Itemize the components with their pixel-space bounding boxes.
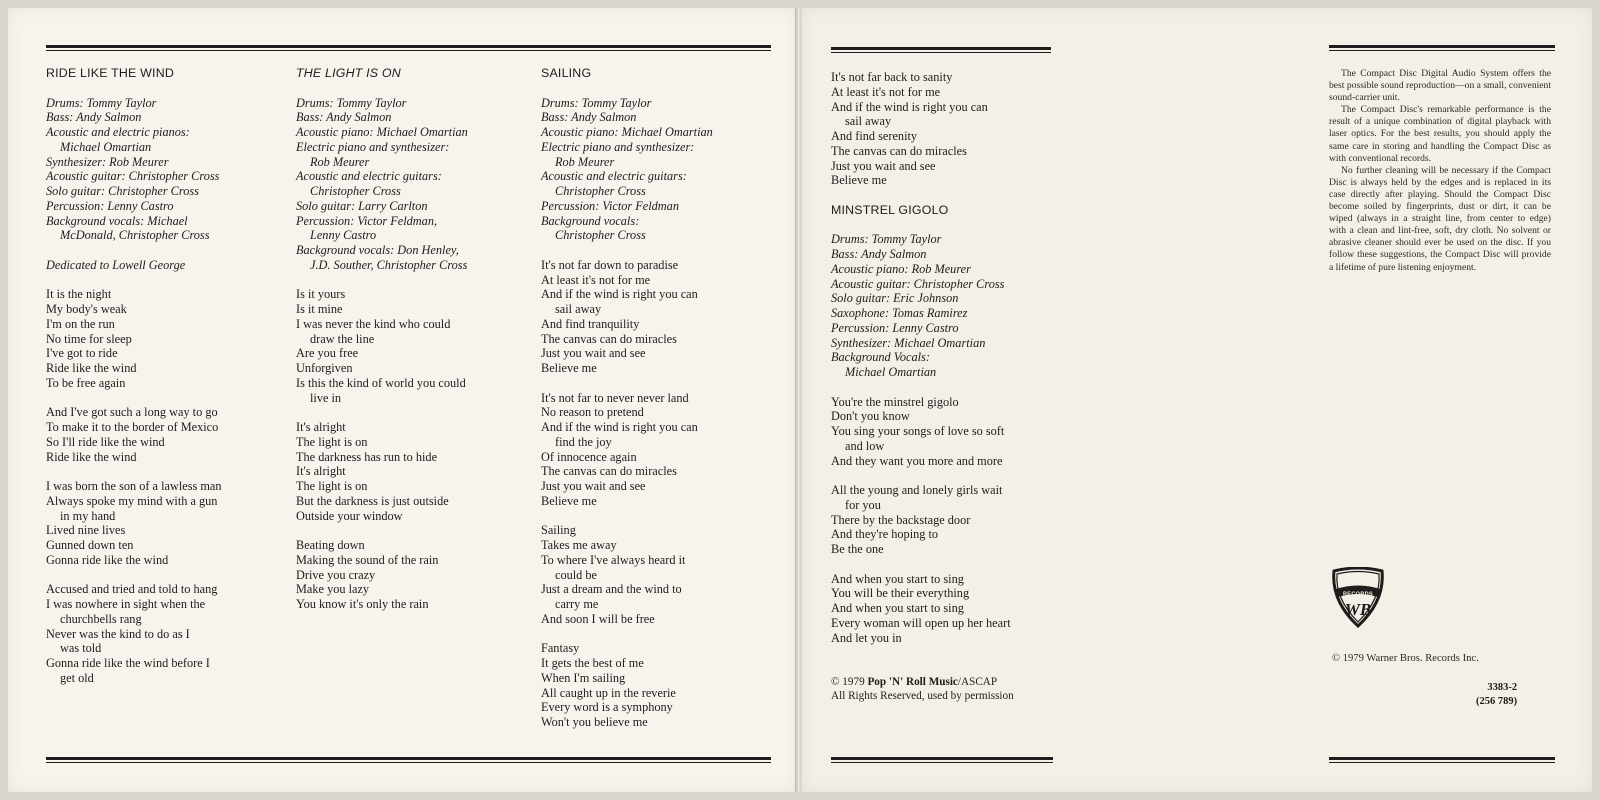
lyric-line: Never was the kind to do as I xyxy=(46,626,190,641)
lyrics-verse xyxy=(46,582,286,685)
compact-disc-info xyxy=(1329,68,1551,274)
credit-line: Lenny Castro xyxy=(310,228,377,243)
minstrel-gigolo-column xyxy=(831,70,1066,703)
song-credits xyxy=(541,96,773,244)
lyric-line: All the young and lonely girls wait xyxy=(831,483,1003,497)
credit-line: Acoustic guitar: Christopher Cross xyxy=(831,276,1005,291)
lyric-line: You will be their everything xyxy=(831,586,970,601)
lyric-line: Every word is a symphony xyxy=(541,700,673,715)
top-rule-left xyxy=(46,45,771,51)
lyric-line: Ride like the wind xyxy=(46,361,137,375)
credit-line: Rob Meurer xyxy=(555,154,615,169)
lyric-line: To make it to the border of Mexico xyxy=(46,420,219,434)
credit-line: Drums: Tommy Taylor xyxy=(296,95,407,110)
credit-line: Bass: Andy Salmon xyxy=(296,110,392,125)
lyric-line: Won't you believe me xyxy=(541,715,648,729)
credit-line: Michael Omartian xyxy=(845,365,937,379)
credit-line: Percussion: Victor Feldman xyxy=(541,198,679,213)
copyright-line xyxy=(831,675,1066,689)
lyric-line: I was never the kind who could xyxy=(296,316,451,331)
lyric-line: sail away xyxy=(555,302,602,316)
lyric-line: churchbells rang xyxy=(60,611,142,626)
lyric-line: Is this the kind of world you could xyxy=(296,375,466,390)
lyrics-verse xyxy=(46,405,286,464)
lyric-line: Make you lazy xyxy=(296,582,370,597)
lyric-line: And find tranquility xyxy=(541,316,640,331)
lyric-line: Is it yours xyxy=(296,287,346,302)
lyric-line: draw the line xyxy=(310,331,375,346)
lyric-line: Sailing xyxy=(541,523,576,538)
lyric-line: It's not far to never never land xyxy=(541,390,689,405)
lyric-line: No time for sleep xyxy=(46,331,132,346)
song-credits xyxy=(831,232,1066,380)
lyric-line: could be xyxy=(555,567,598,582)
lyric-line: Believe me xyxy=(541,493,597,508)
sailing-continuation xyxy=(831,70,1066,188)
lyric-line: Believe me xyxy=(831,173,887,188)
publisher-name: Pop 'N' Roll Music xyxy=(867,675,958,688)
lyric-line: At least it's not for me xyxy=(541,272,651,287)
credit-line: Synthesizer: Rob Meurer xyxy=(46,154,169,169)
top-rule-right-a xyxy=(831,47,1051,53)
song-credits xyxy=(296,96,531,273)
song-copyright xyxy=(831,675,1066,703)
credit-line: Percussion: Victor Feldman, xyxy=(296,213,438,228)
lyric-line: There by the backstage door xyxy=(831,512,971,527)
lyric-line: Of innocence again xyxy=(541,449,637,464)
lyric-line: It's not far down to paradise xyxy=(541,257,679,272)
label-copyright: © 1979 Warner Bros. Records Inc. xyxy=(1332,653,1479,664)
lyric-line: The light is on xyxy=(296,479,368,493)
lyric-line: Ride like the wind xyxy=(46,449,137,464)
song-title: SAILING xyxy=(541,66,592,80)
lyric-line: It's alright xyxy=(296,420,346,434)
lyric-line: And they're hoping to xyxy=(831,527,939,542)
lyric-line: And if the wind is right you can xyxy=(831,99,988,114)
credit-line: Acoustic and electric guitars: xyxy=(296,169,442,184)
lyrics-verse xyxy=(541,523,773,626)
lyric-line: And let you in xyxy=(831,630,902,645)
credit-line: Michael Omartian xyxy=(60,139,152,154)
lyrics-verse xyxy=(541,258,773,376)
lyric-line: for you xyxy=(845,497,881,512)
lyrics-verse xyxy=(46,287,286,390)
lyric-line: And I've got such a long way to go xyxy=(46,405,218,420)
lyric-line: carry me xyxy=(555,597,599,611)
logo-letters: WB xyxy=(1344,600,1372,619)
lyric-line: Takes me away xyxy=(541,538,617,552)
credit-line: Drums: Tommy Taylor xyxy=(46,95,157,110)
credit-line: Bass: Andy Salmon xyxy=(831,247,927,261)
lyric-line: Every woman will open up her heart xyxy=(831,615,1011,630)
lyric-line: Making the sound of the rain xyxy=(296,552,439,567)
lyric-line: All caught up in the reverie xyxy=(541,685,676,700)
song-credits xyxy=(46,96,286,244)
lyric-line: was told xyxy=(60,641,102,656)
lyric-line: It gets the best of me xyxy=(541,656,644,670)
lyrics-verse xyxy=(296,420,531,523)
sailing-column xyxy=(541,66,773,730)
credit-line: Percussion: Lenny Castro xyxy=(46,198,174,213)
the-light-is-on-column xyxy=(296,66,531,612)
credit-line: Acoustic piano: Michael Omartian xyxy=(541,125,713,139)
lyric-line: Be the one xyxy=(831,542,884,556)
copyright-symbol: © xyxy=(831,675,840,688)
lyric-line: And when you start to sing xyxy=(831,601,964,615)
lyric-line: You sing your songs of love so soft xyxy=(831,424,1005,438)
lyric-line: Beating down xyxy=(296,538,365,552)
lyric-line: And if the wind is right you can xyxy=(541,420,698,434)
catalog-number: 3383-2 xyxy=(1487,682,1518,693)
lyric-line: And they want you more and more xyxy=(831,453,1003,468)
lyric-line: Just you wait and see xyxy=(831,158,936,173)
copyright-year: 1979 xyxy=(842,675,865,688)
lyric-line: My body's weak xyxy=(46,302,127,316)
lyric-line: But the darkness is just outside xyxy=(296,493,449,508)
credit-line: Acoustic piano: Michael Omartian xyxy=(296,125,468,139)
lyric-line: To where I've always heard it xyxy=(541,552,686,567)
credit-line: Percussion: Lenny Castro xyxy=(831,320,959,335)
lyric-line: So I'll ride like the wind xyxy=(46,434,165,449)
ride-like-the-wind-column xyxy=(46,66,286,686)
lyrics-verse xyxy=(831,483,1066,557)
lyric-line: The canvas can do miracles xyxy=(541,464,677,479)
lyric-line: I was nowhere in sight when the xyxy=(46,597,206,611)
credit-line: Bass: Andy Salmon xyxy=(541,110,637,125)
credit-line: Background vocals: xyxy=(541,213,640,228)
lyric-line: I've got to ride xyxy=(46,346,118,361)
credit-line: Solo guitar: Eric Johnson xyxy=(831,291,959,306)
lyrics-verse xyxy=(296,538,531,612)
credit-line: Saxophone: Tomas Ramirez xyxy=(831,306,968,320)
lyric-line: Just you wait and see xyxy=(541,479,646,493)
publisher-suffix: /ASCAP xyxy=(957,675,998,688)
lyric-line: And find serenity xyxy=(831,129,918,143)
lyric-line: Gonna ride like the wind before I xyxy=(46,656,210,670)
lyric-line: Are you free xyxy=(296,346,359,361)
info-paragraph: The Compact Disc's remarkable performance is the result of a unique combination of digital playback with laser optics. For the best results, you should apply the same care in storing and handling the Compact Disc as with conventional records. xyxy=(1329,104,1551,164)
logo-banner-text: RECORDS xyxy=(1342,591,1374,598)
lyric-line: Fantasy xyxy=(541,641,580,656)
bottom-rule-right-a xyxy=(831,757,1053,763)
lyric-line: You're the minstrel gigolo xyxy=(831,394,959,409)
lyric-line: live in xyxy=(310,390,342,405)
lyric-line: in my hand xyxy=(60,508,116,523)
song-title: THE LIGHT IS ON xyxy=(296,66,401,80)
info-paragraph: No further cleaning will be necessary if the Compact Disc is always held by the edges and is replaced in its case directly after playing. Should the Compact Disc become soiled by fingerprints, dust or dirt, it can be wiped (always in a straight line, from center to edge) with a clean and lint-free, soft, dry cloth. No solvent or abrasive cleaner should ever be used on the disc. If you follow these suggestions, the Compact Disc will provide a lifetime of pure listening enjoyment. xyxy=(1329,164,1551,273)
top-rule-right-b xyxy=(1329,45,1555,51)
lyric-line: The canvas can do miracles xyxy=(831,143,967,158)
credit-line: J.D. Souther, Christopher Cross xyxy=(310,257,468,272)
credit-line: Rob Meurer xyxy=(310,154,370,169)
lyric-line: get old xyxy=(60,670,94,685)
lyric-line: It's alright xyxy=(296,464,346,479)
lyric-line: sail away xyxy=(845,114,892,129)
lyric-line: find the joy xyxy=(555,434,612,449)
credit-line: Synthesizer: Michael Omartian xyxy=(831,335,986,350)
credit-line: Christopher Cross xyxy=(555,228,646,243)
credit-line: Drums: Tommy Taylor xyxy=(541,95,652,110)
lyric-line: The canvas can do miracles xyxy=(541,331,677,346)
lyric-line: Just a dream and the wind to xyxy=(541,582,682,597)
lyric-line: and low xyxy=(845,438,885,453)
credit-line: Background vocals: Don Henley, xyxy=(296,243,459,257)
credit-line: Background vocals: Michael xyxy=(46,213,188,228)
lyrics-verse xyxy=(296,287,531,405)
lyric-line: It's not far back to sanity xyxy=(831,70,953,84)
lyric-line: Always spoke my mind with a gun xyxy=(46,493,218,508)
lyric-line: And when you start to sing xyxy=(831,571,964,586)
lyric-line: The light is on xyxy=(296,434,368,449)
lyric-line: And if the wind is right you can xyxy=(541,287,698,302)
bottom-rule-right-b xyxy=(1329,757,1555,763)
lyric-line: Outside your window xyxy=(296,508,403,523)
credit-line: McDonald, Christopher Cross xyxy=(60,228,210,243)
credit-line: Acoustic and electric guitars: xyxy=(541,169,687,184)
credit-line: Bass: Andy Salmon xyxy=(46,110,142,125)
credit-line: Acoustic and electric pianos: xyxy=(46,125,190,139)
bottom-rule-left xyxy=(46,757,771,763)
credit-line: Electric piano and synthesizer: xyxy=(296,139,450,154)
warner-bros-records-logo xyxy=(1329,567,1387,629)
credit-line: Acoustic guitar: Christopher Cross xyxy=(46,169,220,184)
credit-line: Solo guitar: Larry Carlton xyxy=(296,198,428,213)
credit-line: Acoustic piano: Rob Meurer xyxy=(831,261,971,276)
credit-line: Christopher Cross xyxy=(555,184,646,198)
lyric-line: Drive you crazy xyxy=(296,567,376,582)
lyric-line: I was born the son of a lawless man xyxy=(46,479,222,493)
credit-line: Christopher Cross xyxy=(310,184,401,198)
lyric-line: Believe me xyxy=(541,361,597,375)
lyric-line: Accused and tried and told to hang xyxy=(46,582,218,597)
song-title: RIDE LIKE THE WIND xyxy=(46,66,174,80)
lyrics-verse xyxy=(46,479,286,568)
lyric-line: It is the night xyxy=(46,287,112,302)
lyric-line: Gonna ride like the wind xyxy=(46,552,169,567)
info-paragraph: The Compact Disc Digital Audio System offers the best possible sound reproduction—on a small, convenient sound-carrier unit. xyxy=(1329,68,1551,104)
lyric-line: Don't you know xyxy=(831,409,910,424)
song-title: MINSTREL GIGOLO xyxy=(831,202,949,217)
lyric-line: Lived nine lives xyxy=(46,523,126,538)
lyric-line: Unforgiven xyxy=(296,361,353,375)
credit-line: Drums: Tommy Taylor xyxy=(831,232,942,247)
lyric-line: The darkness has run to hide xyxy=(296,449,438,464)
lyrics-verse xyxy=(831,395,1066,469)
lyric-line: When I'm sailing xyxy=(541,670,626,685)
lyric-line: I'm on the run xyxy=(46,316,115,331)
lyric-line: To be free again xyxy=(46,375,126,390)
lyric-line: And soon I will be free xyxy=(541,611,655,626)
dedication-text: Dedicated to Lowell George xyxy=(46,257,186,272)
credit-line: Electric piano and synthesizer: xyxy=(541,139,695,154)
credit-line: Solo guitar: Christopher Cross xyxy=(46,184,199,198)
lyric-line: Gunned down ten xyxy=(46,538,134,552)
catalog-info xyxy=(1476,681,1517,709)
lyric-line: No reason to pretend xyxy=(541,405,644,420)
lyric-line: Is it mine xyxy=(296,302,343,316)
lyrics-verse xyxy=(541,641,773,730)
credit-line: Background Vocals: xyxy=(831,350,930,365)
dedication xyxy=(46,258,286,273)
lyric-line: At least it's not for me xyxy=(831,84,941,99)
lyric-line: You know it's only the rain xyxy=(296,597,429,611)
lyric-line: Just you wait and see xyxy=(541,346,646,361)
rights-line: All Rights Reserved, used by permission xyxy=(831,689,1014,702)
lyrics-verse xyxy=(541,391,773,509)
lyrics-verse xyxy=(831,572,1066,646)
catalog-code: (256 789) xyxy=(1476,696,1518,707)
